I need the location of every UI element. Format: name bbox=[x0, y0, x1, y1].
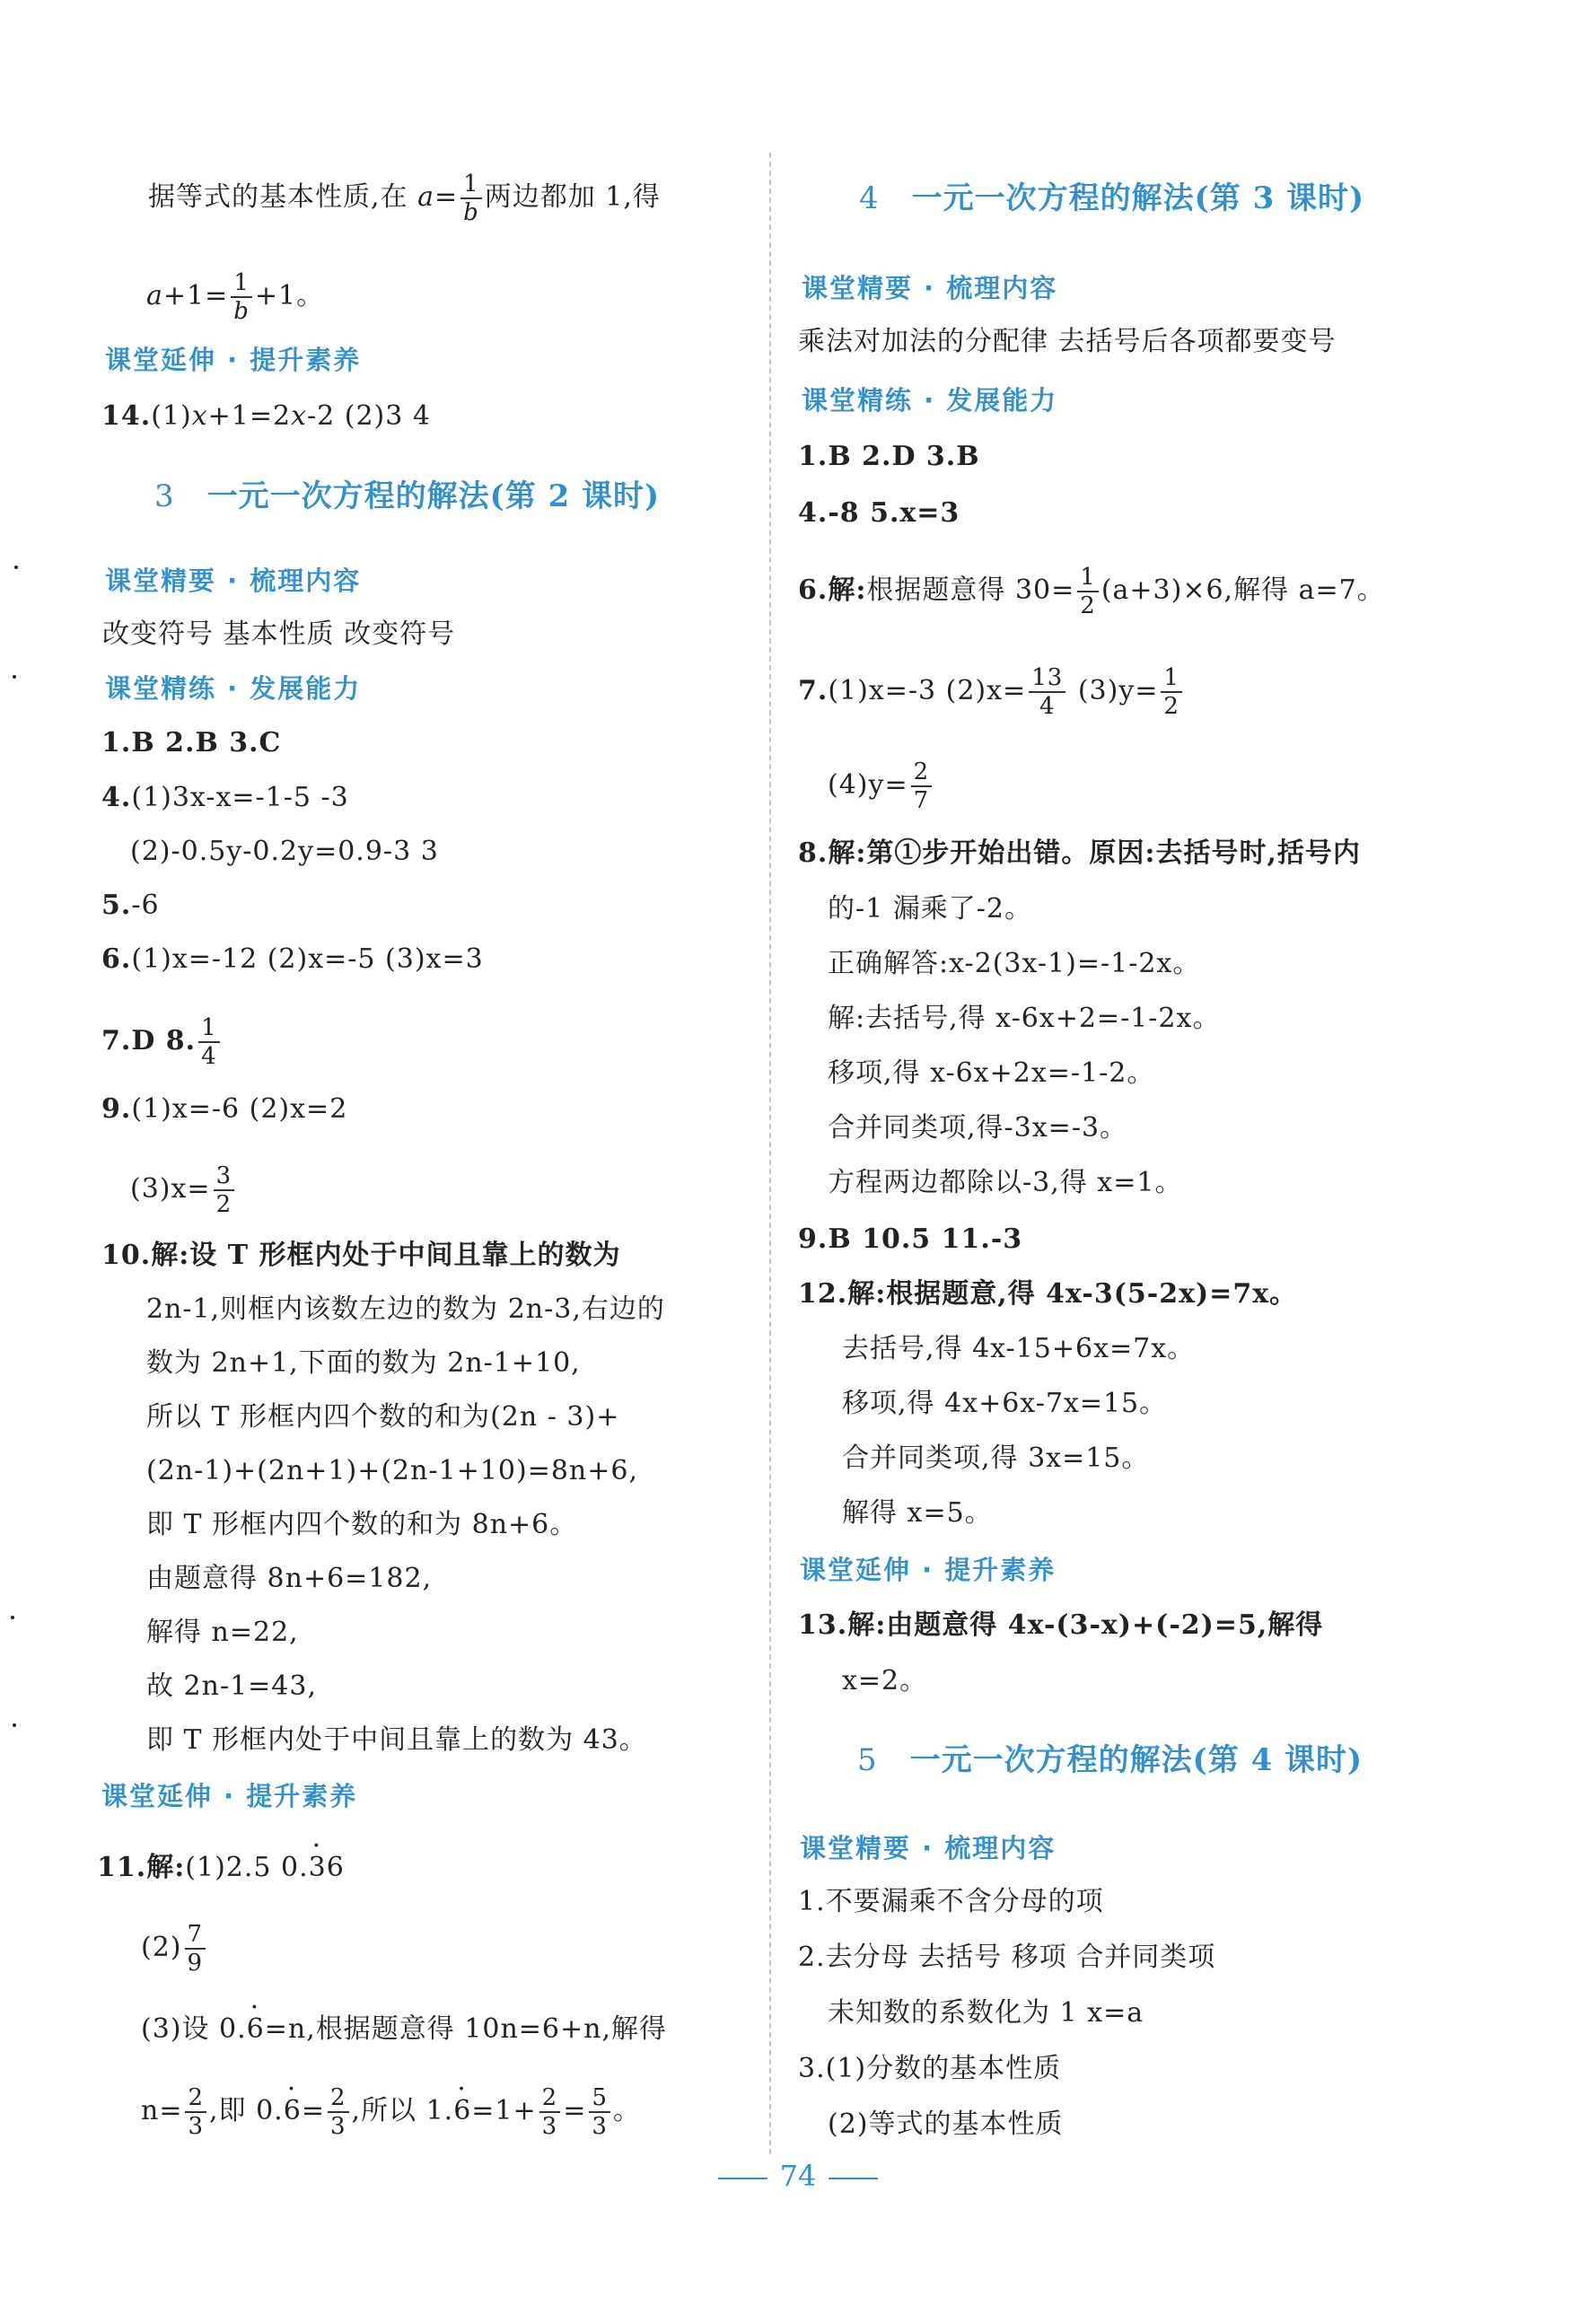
section-label: 课堂精要 · 梳理内容 bbox=[105, 565, 362, 596]
question-7: 7.(1)x=-3 (2)x= $\frac{13}{4}$ (3)y= $\frac{1}{2}$ bbox=[798, 664, 1185, 720]
text-line: 8.解:第①步开始出错。原因:去括号时,括号内 bbox=[798, 837, 1361, 869]
section-heading: 3 一元一次方程的解法(第 2 课时) bbox=[154, 478, 661, 514]
text-line: 解得 n=22, bbox=[146, 1617, 299, 1648]
text-line: 的-1 漏乘了-2。 bbox=[828, 893, 1032, 925]
text-line: 据等式的基本性质,在 a= $\frac{1}{b}$ 两边都加 1,得 bbox=[148, 171, 661, 226]
question-4: 4.(1)3x-x=-1-5 -3 bbox=[101, 782, 349, 813]
text-line: 即 T 形框内四个数的和为 8n+6。 bbox=[146, 1509, 578, 1540]
text-line: (2)等式的基本性质 bbox=[828, 2109, 1064, 2140]
text-line: 正确解答:x-2(3x-1)=-1-2x。 bbox=[828, 948, 1201, 979]
text-line: 移项,得 4x+6x-7x=15。 bbox=[842, 1388, 1168, 1419]
fraction: $\frac{13}{4}$ bbox=[1029, 664, 1065, 720]
fraction: $\frac{1}{b}$ bbox=[460, 171, 482, 226]
fraction: $\frac{2}{3}$ bbox=[539, 2084, 561, 2140]
text-line: 所以 T 形框内四个数的和为(2n - 3)+ bbox=[146, 1401, 620, 1433]
text-line: (2n-1)+(2n+1)+(2n-1+10)=8n+6, bbox=[146, 1455, 639, 1486]
text-line: (2) $\frac{7}{9}$ bbox=[141, 1921, 208, 1977]
fraction: $\frac{2}{3}$ bbox=[185, 2084, 206, 2140]
fraction: $\frac{3}{2}$ bbox=[214, 1162, 235, 1218]
fraction: $\frac{1}{b}$ bbox=[231, 269, 252, 325]
text-line: 方程两边都除以-3,得 x=1。 bbox=[828, 1167, 1183, 1198]
fraction: $\frac{2}{3}$ bbox=[328, 2084, 349, 2140]
dash-right bbox=[829, 2178, 878, 2179]
section-label: 课堂延伸 · 提升素养 bbox=[105, 345, 362, 375]
fraction: $\frac{7}{9}$ bbox=[185, 1921, 206, 1977]
scan-speck bbox=[11, 1616, 14, 1619]
question-11: 11.解:(1)2.5 0.· 36 bbox=[97, 1849, 345, 1887]
text-line: (3)设 0.· 6=n,根据题意得 10n=6+n,解得 bbox=[141, 2011, 667, 2048]
question-5: 5.-6 bbox=[101, 890, 160, 921]
question-7-8: 7.D 8. $\frac{1}{4}$ bbox=[101, 1014, 223, 1070]
text-line: n= $\frac{2}{3}$ ,即 0.· 6= $\frac{2}{3}$ ,所以 1.· 6=1+ $\frac{2}{3}$ = $\frac{5}{3}$ 。 bbox=[141, 2084, 641, 2140]
text-line: 13.解:由题意得 4x-(3-x)+(-2)=5,解得 bbox=[798, 1609, 1324, 1641]
text-line: (4)y= $\frac{2}{7}$ bbox=[828, 758, 934, 814]
answer-line: 1.B 2.B 3.C bbox=[101, 727, 282, 758]
section-label: 课堂延伸 · 提升素养 bbox=[101, 1781, 358, 1811]
text-line: 未知数的系数化为 1 x=a bbox=[828, 1997, 1144, 2029]
text-line: 12.解:根据题意,得 4x-3(5-2x)=7x。 bbox=[798, 1278, 1298, 1310]
fraction: $\frac{1}{2}$ bbox=[1161, 664, 1182, 720]
text-line: 1.不要漏乘不含分母的项 bbox=[798, 1886, 1104, 1917]
text-line: 故 2n-1=43, bbox=[146, 1670, 318, 1702]
text-line: 乘法对加法的分配律 去括号后各项都要变号 bbox=[798, 326, 1337, 357]
section-label: 课堂精练 · 发展能力 bbox=[802, 385, 1058, 416]
text-line: 去括号,得 4x-15+6x=7x。 bbox=[842, 1333, 1196, 1364]
scan-speck bbox=[13, 1723, 16, 1727]
text-line: 移项,得 x-6x+2x=-1-2。 bbox=[828, 1057, 1155, 1089]
scan-speck bbox=[13, 675, 16, 679]
text-line: 合并同类项,得 3x=15。 bbox=[842, 1442, 1150, 1474]
dash-left bbox=[718, 2178, 767, 2179]
text-line: 2n-1,则框内该数左边的数为 2n-3,右边的 bbox=[146, 1293, 665, 1325]
text-line: x=2。 bbox=[842, 1665, 928, 1696]
text-line: 解得 x=5。 bbox=[842, 1497, 993, 1529]
fraction: $\frac{1}{4}$ bbox=[198, 1014, 220, 1070]
text-line: 解:去括号,得 x-6x+2=-1-2x。 bbox=[828, 1003, 1221, 1034]
text-line: 改变符号 基本性质 改变符号 bbox=[102, 618, 456, 650]
text-line: a+1= $\frac{1}{b}$ +1。 bbox=[146, 269, 325, 325]
question-6: 6.解:根据题意得 30= $\frac{1}{2}$ (a+3)×6,解得 a=7。 bbox=[798, 564, 1385, 619]
answer-line: 9.B 10.5 11.-3 bbox=[798, 1223, 1023, 1255]
text-line: 由题意得 8n+6=182, bbox=[146, 1563, 433, 1594]
section-label: 课堂精要 · 梳理内容 bbox=[800, 1833, 1057, 1863]
scan-speck bbox=[14, 565, 18, 569]
column-divider bbox=[769, 153, 771, 2154]
question-14: 14.(1)x+1=2x-2 (2)3 4 bbox=[101, 400, 431, 432]
question-6: 6.(1)x=-12 (2)x=-5 (3)x=3 bbox=[101, 943, 484, 975]
page-number: 74 bbox=[0, 2159, 1596, 2193]
text-line: (2)-0.5y-0.2y=0.9-3 3 bbox=[130, 836, 439, 867]
text-line: 合并同类项,得-3x=-3。 bbox=[828, 1112, 1128, 1144]
text-line: 3.(1)分数的基本性质 bbox=[798, 2053, 1062, 2084]
section-label: 课堂精要 · 梳理内容 bbox=[802, 273, 1058, 303]
answer-line: 1.B 2.D 3.B bbox=[798, 441, 980, 472]
text-line: 数为 2n+1,下面的数为 2n-1+10, bbox=[146, 1347, 581, 1379]
section-heading: 5 一元一次方程的解法(第 4 课时) bbox=[857, 1742, 1364, 1778]
text-line: 2.去分母 去括号 移项 合并同类项 bbox=[798, 1942, 1216, 1973]
text-line: 即 T 形框内处于中间且靠上的数为 43。 bbox=[146, 1724, 647, 1756]
fraction: $\frac{1}{2}$ bbox=[1077, 564, 1099, 619]
text-line: 10.解:设 T 形框内处于中间且靠上的数为 bbox=[101, 1240, 621, 1271]
section-label: 课堂延伸 · 提升素养 bbox=[800, 1555, 1057, 1585]
section-heading: 4 一元一次方程的解法(第 3 课时) bbox=[859, 180, 1365, 216]
answer-line: 4.-8 5.x=3 bbox=[798, 497, 960, 529]
question-9: 9.(1)x=-6 (2)x=2 bbox=[101, 1093, 348, 1125]
section-label: 课堂精练 · 发展能力 bbox=[105, 673, 362, 704]
text-line: (3)x= $\frac{3}{2}$ bbox=[130, 1162, 237, 1218]
fraction: $\frac{5}{3}$ bbox=[589, 2084, 610, 2140]
fraction: $\frac{2}{7}$ bbox=[911, 758, 933, 814]
